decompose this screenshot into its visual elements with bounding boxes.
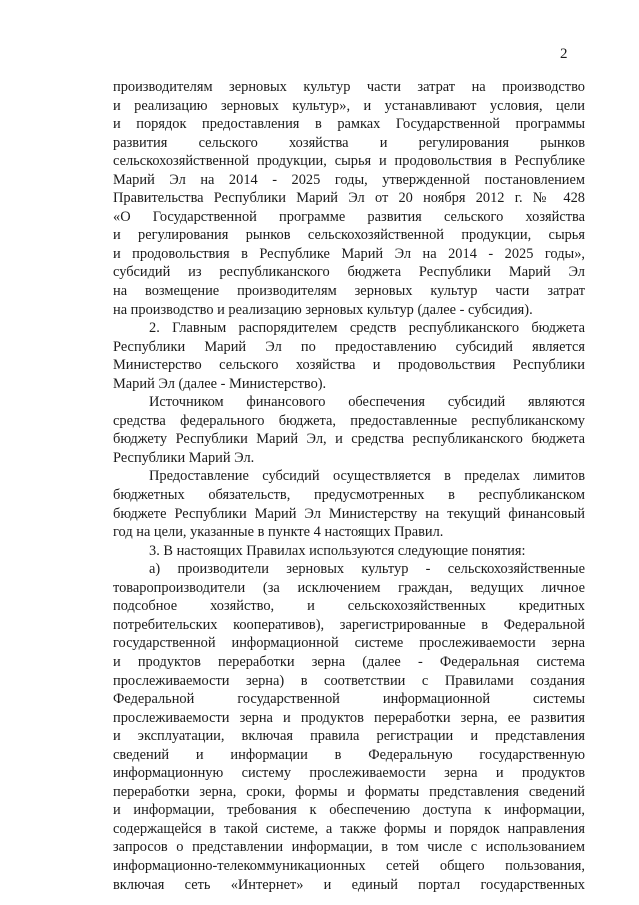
text-line: «О Государственной программе развития сельского хозяйства	[113, 208, 585, 225]
text-line: Министерство сельского хозяйства и продовольствия Республики	[113, 357, 585, 374]
page-number: 2	[560, 46, 568, 62]
text-line: прослеживаемости зерна и продуктов переработки зерна, ее развития	[113, 709, 585, 726]
text-line: сведений и информации в Федеральную государственную	[113, 746, 585, 763]
text-line: и порядок предоставления в рамках Государственной программы	[113, 116, 585, 133]
text-line: Источником финансового обеспечения субсидий являются	[149, 394, 585, 411]
text-line: год на цели, указанные в пункте 4 настоящих Правил.	[113, 524, 444, 541]
text-line: развития сельского хозяйства и регулирования рынков	[113, 134, 585, 151]
text-line: средства федерального бюджета, предоставленные республиканскому	[113, 412, 585, 429]
text-line: бюджетных обязательств, предусмотренных в республиканском	[113, 487, 585, 504]
text-line: включая сеть «Интернет» и единый портал государственных	[113, 876, 585, 893]
text-line: на производство и реализацию зерновых культур (далее - субсидия).	[113, 301, 533, 318]
text-line: прослеживаемости зерна) в соответствии с Правилами создания	[113, 672, 585, 689]
text-line: информационно-телекоммуникационных сетей общего пользования,	[113, 857, 585, 874]
text-line: субсидий из республиканского бюджета Республики Марий Эл	[113, 264, 585, 281]
text-line: 3. В настоящих Правилах используются следующие понятия:	[149, 542, 526, 559]
text-line: Республики Марий Эл по предоставлению субсидий является	[113, 338, 585, 355]
text-line: запросов о представлении информации, в том числе с использованием	[113, 839, 585, 856]
text-line: содержащейся в такой системе, а также формы и порядок направления	[113, 820, 585, 837]
text-line: переработки зерна, сроки, формы и форматы представления сведений	[113, 783, 585, 800]
text-line: Правительства Республики Марий Эл от 20 ноября 2012 г. № 428	[113, 190, 585, 207]
text-line: производителям зерновых культур части затрат на производство	[113, 79, 585, 95]
text-line: 2. Главным распорядителем средств республиканского бюджета	[149, 320, 585, 337]
text-line: товаропроизводители (за исключением граждан, ведущих личное	[113, 579, 585, 596]
text-line: потребительских кооперативов), зарегистрированные в Федеральной	[113, 616, 585, 633]
text-line: Марий Эл (далее - Министерство).	[113, 375, 327, 392]
text-line: и продовольствия в Республике Марий Эл на 2014 - 2025 годы»,	[113, 245, 585, 262]
text-line: бюджете Республики Марий Эл Министерству на текущий финансовый	[113, 505, 585, 522]
text-line: на возмещение производителям зерновых культур части затрат	[113, 283, 585, 300]
text-line: и эксплуатации, включая правила регистрации и представления	[113, 728, 585, 745]
text-line: бюджету Республики Марий Эл, и средства республиканского бюджета	[113, 431, 585, 448]
text-line: Предоставление субсидий осуществляется в пределах лимитов	[149, 468, 585, 485]
text-line: Республики Марий Эл.	[113, 449, 255, 466]
document-body	[113, 78, 585, 894]
text-line: Федеральной государственной информационной системы	[113, 691, 585, 708]
text-line: государственной информационной системе прослеживаемости зерна	[113, 635, 585, 652]
text-line: а) производители зерновых культур - сельскохозяйственные	[149, 561, 585, 578]
text-line: информационную систему прослеживаемости зерна и продуктов	[113, 765, 585, 782]
text-line: и регулирования рынков сельскохозяйственной продукции, сырья	[113, 227, 585, 244]
text-line: подсобное хозяйство, и сельскохозяйственных кредитных	[113, 598, 585, 615]
text-line: и продуктов переработки зерна (далее - Федеральная система	[113, 653, 585, 670]
text-line: сельскохозяйственной продукции, сырья и продовольствия в Республике	[113, 153, 585, 170]
text-line: и информации, требования к обеспечению доступа к информации,	[113, 802, 585, 819]
text-line: Марий Эл на 2014 - 2025 годы, утвержденной постановлением	[113, 171, 585, 188]
text-line: и реализацию зерновых культур», и устанавливают условия, цели	[113, 97, 585, 114]
